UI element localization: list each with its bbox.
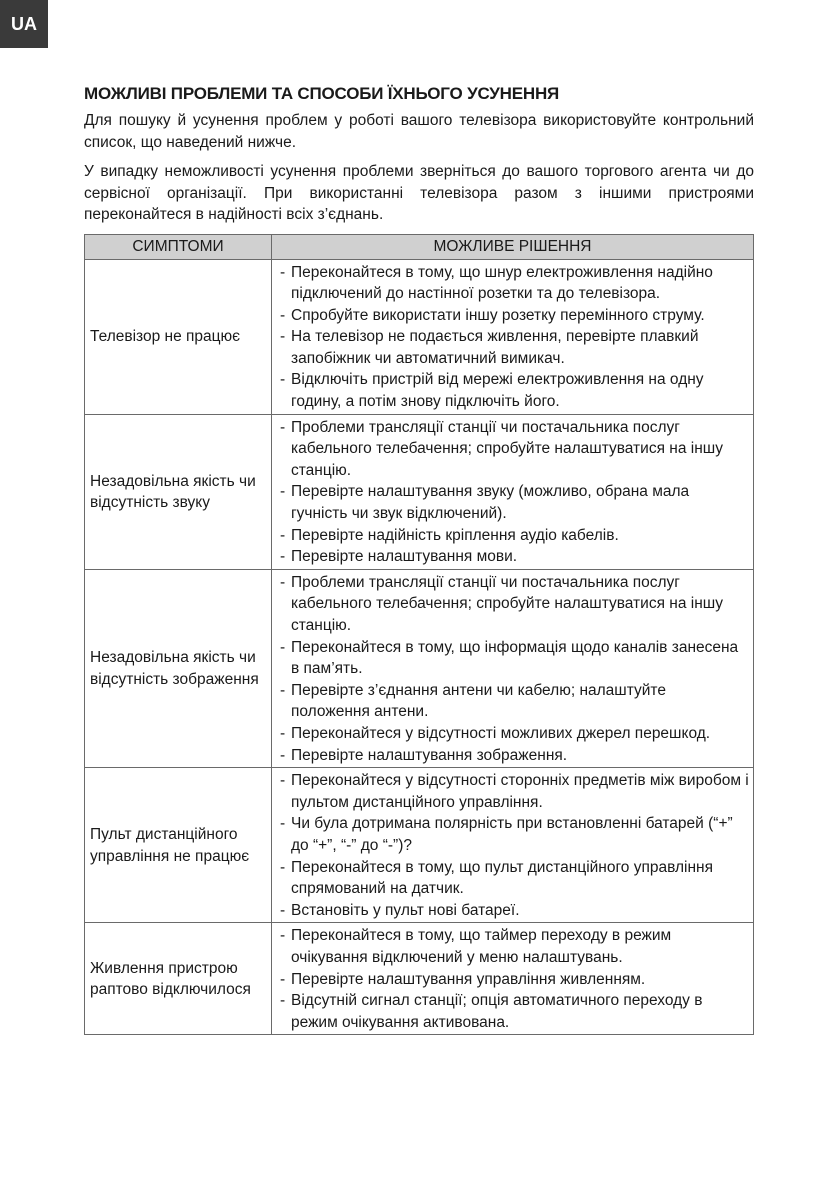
solution-item: - Перевірте налаштування управління живленням. bbox=[277, 969, 749, 991]
symptom-cell: Пульт дистанційного управління не працює bbox=[85, 768, 272, 923]
solution-item: - Чи була дотримана полярність при встановленні батарей (“+” до “+”, “-” до “-”)? bbox=[277, 813, 749, 856]
symptom-cell: Незадовільна якість чи відсутність звуку bbox=[85, 414, 272, 569]
solution-list bbox=[277, 262, 749, 413]
troubleshooting-table bbox=[84, 234, 754, 1036]
symptom-cell: Телевізор не працює bbox=[85, 259, 272, 414]
header-symptoms: СИМПТОМИ bbox=[85, 234, 272, 259]
solution-item: - Переконайтеся в тому, що пульт дистанційного управління спрямований на датчик. bbox=[277, 857, 749, 900]
language-badge: UA bbox=[0, 0, 48, 48]
solution-item: - Встановіть у пульт нові батареї. bbox=[277, 900, 749, 922]
solution-item: - Перевірте налаштування звуку (можливо, обрана мала гучність чи звук відключений). bbox=[277, 481, 749, 524]
symptom-cell: Живлення пристрою раптово відключилося bbox=[85, 923, 272, 1035]
solution-item: - Проблеми трансляції станції чи постачальника послуг кабельного телебачення; спробуйте налаштуватися на іншу станцію. bbox=[277, 572, 749, 637]
solution-item: - Перевірте надійність кріплення аудіо кабелів. bbox=[277, 525, 749, 547]
solution-cell bbox=[272, 414, 754, 569]
solution-item: - Перевірте з’єднання антени чи кабелю; налаштуйте положення антени. bbox=[277, 680, 749, 723]
solution-list bbox=[277, 572, 749, 766]
solution-item: - На телевізор не подається живлення, перевірте плавкий запобіжник чи автоматичний вимикач. bbox=[277, 326, 749, 369]
intro-paragraph-1: Для пошуку й усунення проблем у роботі вашого телевізора використовуйте контрольний список, що наведений нижче. bbox=[84, 112, 754, 151]
solution-cell bbox=[272, 768, 754, 923]
table-row bbox=[85, 768, 754, 923]
solution-list bbox=[277, 770, 749, 921]
solution-item: - Відсутній сигнал станції; опція автоматичного переходу в режим очікування активована. bbox=[277, 990, 749, 1033]
page-content bbox=[84, 84, 754, 1035]
solution-item: - Спробуйте використати іншу розетку перемінного струму. bbox=[277, 305, 749, 327]
solution-item: - Переконайтеся в тому, що шнур електроживлення надійно підключений до настінної розетки та до телевізора. bbox=[277, 262, 749, 305]
table-row bbox=[85, 923, 754, 1035]
solution-item: - Переконайтеся в тому, що інформація щодо каналів занесена в пам’ять. bbox=[277, 637, 749, 680]
page-title: МОЖЛИВІ ПРОБЛЕМИ ТА СПОСОБИ ЇХНЬОГО УСУНЕННЯ bbox=[84, 84, 560, 103]
solution-list bbox=[277, 925, 749, 1033]
header-solutions: МОЖЛИВЕ РІШЕННЯ bbox=[272, 234, 754, 259]
solution-item: - Перевірте налаштування зображення. bbox=[277, 745, 749, 767]
intro-paragraph-2: У випадку неможливості усунення проблеми зверніться до вашого торгового агента чи до сервісної організації. При використанні телевізора разом з іншими пристроями переконайтеся в надійності всіх з’єднань. bbox=[84, 163, 754, 223]
table-row bbox=[85, 259, 754, 414]
solution-item: - Перевірте налаштування мови. bbox=[277, 546, 749, 568]
solution-item: - Переконайтеся у відсутності можливих джерел перешкод. bbox=[277, 723, 749, 745]
solution-item: - Переконайтеся у відсутності сторонніх предметів між виробом і пультом дистанційного управління. bbox=[277, 770, 749, 813]
solution-cell bbox=[272, 259, 754, 414]
solution-item: - Проблеми трансляції станції чи постачальника послуг кабельного телебачення; спробуйте налаштуватися на іншу станцію. bbox=[277, 417, 749, 482]
solution-item: - Переконайтеся в тому, що таймер переходу в режим очікування відключений у меню налаштувань. bbox=[277, 925, 749, 968]
symptom-cell: Незадовільна якість чи відсутність зображення bbox=[85, 569, 272, 767]
table-header-row bbox=[85, 234, 754, 259]
solution-list bbox=[277, 417, 749, 568]
solution-cell bbox=[272, 569, 754, 767]
table-row bbox=[85, 569, 754, 767]
solution-cell bbox=[272, 923, 754, 1035]
solution-item: - Відключіть пристрій від мережі електроживлення на одну годину, а потім знову підключіть його. bbox=[277, 369, 749, 412]
table-row bbox=[85, 414, 754, 569]
